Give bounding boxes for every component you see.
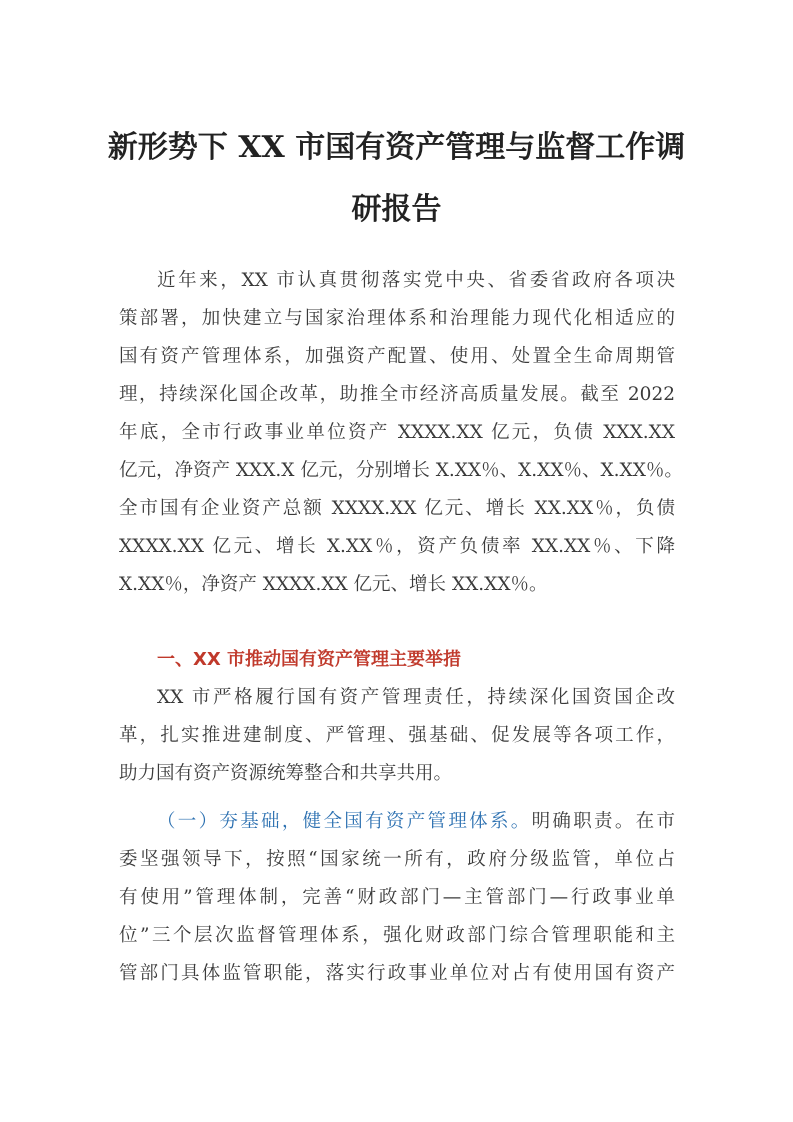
paragraph-line: 革，扎实推进建制度、严管理、强基础、促发展等各项工作， — [119, 725, 675, 746]
paragraph-line: 年底，全市行政事业单位资产 XXXX.XX 亿元，负债 XXX.XX — [119, 422, 675, 443]
paragraph-line: 位”三个层次监督管理体系，强化财政部门综合管理职能和主 — [119, 925, 675, 946]
paragraph-line — [157, 810, 675, 834]
section-heading: 一、XX 市推动国有资产管理主要举措 — [157, 649, 462, 670]
paragraph-line: 管部门具体监管职能，落实行政事业单位对占有使用国有资产 — [119, 963, 675, 984]
paragraph-line: 有使用”管理体制，完善“财政部门—主管部门—行政事业单 — [119, 887, 675, 908]
subsection-heading: （一）夯基础，健全国有资产管理体系。 — [157, 811, 532, 832]
document-title-line-1: 新形势下 XX 市国有资产管理与监督工作调 — [107, 130, 686, 165]
paragraph-line: XX 市严格履行国有资产管理责任，持续深化国资国企改 — [157, 687, 675, 708]
paragraph-line: 委坚强领导下，按照“国家统一所有，政府分级监管，单位占 — [119, 849, 675, 870]
paragraph-line: 全市国有企业资产总额 XXXX.XX 亿元、增长 XX.XX％，负债 — [119, 498, 675, 519]
paragraph-line: 理，持续深化国企改革，助推全市经济高质量发展。截至 2022 — [119, 384, 675, 405]
paragraph-text: 明确职责。在市 — [531, 811, 675, 832]
paragraph-line: XXXX.XX 亿元、增长 X.XX％，资产负债率 XX.XX％、下降 — [119, 536, 675, 557]
paragraph-line: 亿元，净资产 XXX.X 亿元，分别增长 X.XX％、X.XX％、X.XX％。 — [119, 460, 683, 481]
paragraph-line: 助力国有资产资源统筹整合和共享共用。 — [119, 763, 453, 784]
paragraph-line: 近年来，XX 市认真贯彻落实党中央、省委省政府各项决 — [157, 270, 675, 291]
paragraph-line: 策部署，加快建立与国家治理体系和治理能力现代化相适应的 — [119, 308, 675, 329]
paragraph-line: X.XX％，净资产 XXXX.XX 亿元、增长 XX.XX％。 — [119, 574, 548, 595]
paragraph-line: 国有资产管理体系，加强资产配置、使用、处置全生命周期管 — [119, 346, 675, 367]
document-title-line-2: 研报告 — [351, 192, 442, 227]
